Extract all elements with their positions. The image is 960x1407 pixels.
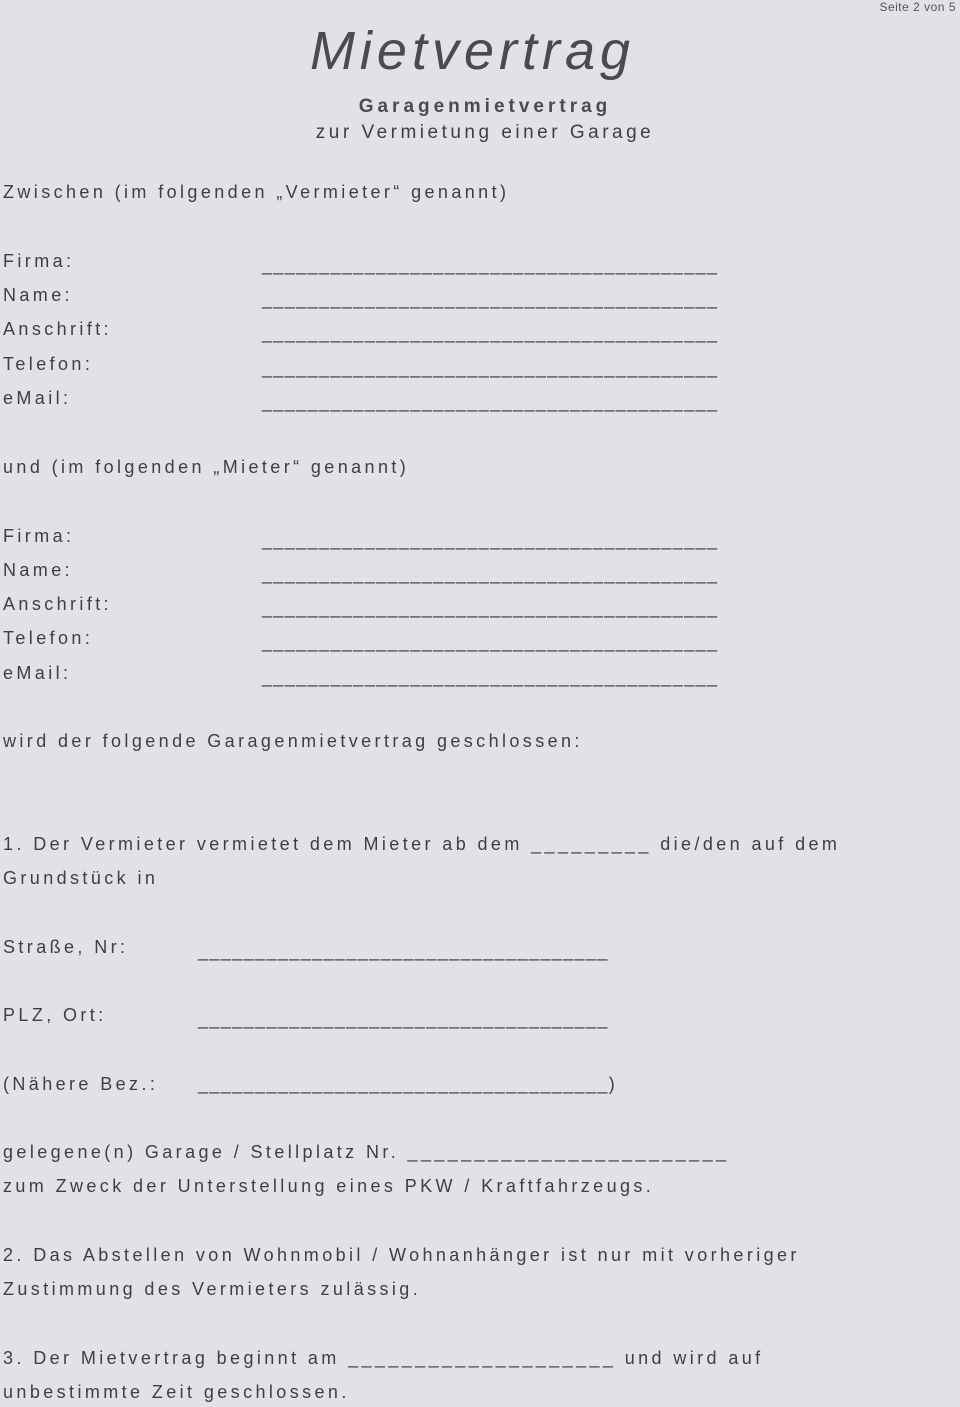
tenant-address-label: Anschrift: bbox=[3, 594, 113, 614]
tenant-name-label: Name: bbox=[3, 560, 74, 580]
tenant-company-label: Firma: bbox=[3, 526, 75, 546]
street-label: Straße, Nr: bbox=[3, 937, 129, 957]
tenant-name-field[interactable]: ________________________________________ bbox=[262, 564, 719, 584]
clause-1-line-1: 1. Der Vermieter vermietet dem Mieter ab dem _________ die/den auf dem bbox=[3, 834, 841, 854]
page-number: Seite 2 von 5 bbox=[879, 0, 956, 14]
landlord-email-label: eMail: bbox=[3, 388, 72, 408]
tenant-company-field[interactable]: ________________________________________ bbox=[262, 530, 719, 550]
landlord-name-label: Name: bbox=[3, 285, 74, 305]
clause-3-line-1: 3. Der Mietvertrag beginnt am ____________________ und wird auf bbox=[3, 1348, 764, 1368]
document-title: Mietvertrag bbox=[309, 21, 636, 81]
tenant-phone-label: Telefon: bbox=[3, 628, 94, 648]
garage-number-line: gelegene(n) Garage / Stellplatz Nr. ________________________ bbox=[3, 1142, 730, 1162]
clause-1-line-2: Grundstück in bbox=[3, 868, 159, 888]
landlord-company-label: Firma: bbox=[3, 251, 75, 271]
landlord-name-field[interactable]: ________________________________________ bbox=[262, 289, 719, 309]
landlord-phone-field[interactable]: ________________________________________ bbox=[262, 358, 719, 378]
clause-3-line-2: unbestimmte Zeit geschlossen. bbox=[3, 1382, 350, 1402]
contract-concluded-text: wird der folgende Garagenmietvertrag geschlossen: bbox=[3, 731, 583, 751]
document-subtitle: Garagenmietvertrag bbox=[358, 96, 612, 117]
city-field[interactable]: ____________________________________ bbox=[198, 1009, 609, 1029]
landlord-address-field[interactable]: ________________________________________ bbox=[262, 323, 719, 343]
city-label: PLZ, Ort: bbox=[3, 1005, 107, 1025]
landlord-company-field[interactable]: ________________________________________ bbox=[262, 255, 719, 275]
clause-2-line-1: 2. Das Abstellen von Wohnmobil / Wohnanhänger ist nur mit vorheriger bbox=[3, 1245, 800, 1265]
details-label: (Nähere Bez.: bbox=[3, 1074, 159, 1094]
tenant-phone-field[interactable]: ________________________________________ bbox=[262, 632, 719, 652]
tenant-email-field[interactable]: ________________________________________ bbox=[262, 667, 719, 687]
details-field[interactable]: ____________________________________) bbox=[198, 1074, 617, 1094]
tenant-email-label: eMail: bbox=[3, 663, 72, 683]
clause-2-line-2: Zustimmung des Vermieters zulässig. bbox=[3, 1279, 422, 1299]
tenant-intro: und (im folgenden „Mieter“ genannt) bbox=[3, 457, 410, 477]
landlord-address-label: Anschrift: bbox=[3, 319, 113, 339]
garage-purpose-line: zum Zweck der Unterstellung eines PKW / Kraftfahrzeugs. bbox=[3, 1176, 655, 1196]
landlord-phone-label: Telefon: bbox=[3, 354, 94, 374]
street-field[interactable]: ____________________________________ bbox=[198, 941, 609, 961]
tenant-address-field[interactable]: ________________________________________ bbox=[262, 598, 719, 618]
landlord-intro: Zwischen (im folgenden „Vermieter“ genannt) bbox=[3, 182, 510, 202]
landlord-email-field[interactable]: ________________________________________ bbox=[262, 392, 719, 412]
document-subtitle-line: zur Vermietung einer Garage bbox=[315, 122, 655, 143]
